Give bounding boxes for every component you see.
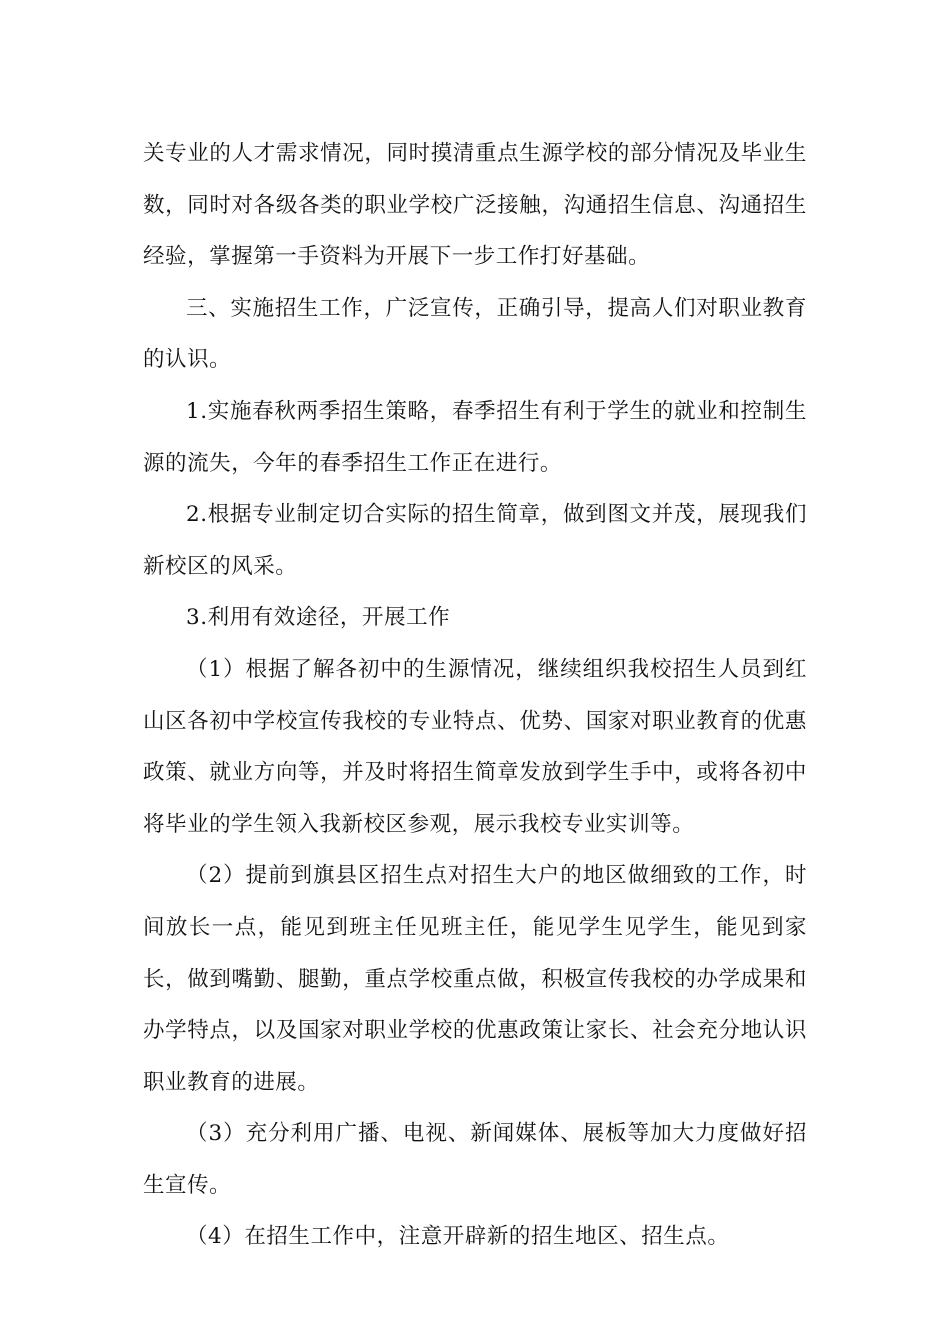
paragraph-continuation: 关专业的人才需求情况，同时摸清重点生源学校的部分情况及毕业生数，同时对各级各类的职业学校广泛接触，沟通招生信息、沟通招生经验，掌握第一手资料为开展下一步工作打好基础。 — [143, 141, 807, 270]
paragraph-subitem-2: （2）提前到旗县区招生点对招生大户的地区做细致的工作，时间放长一点，能见到班主任见班主任，能见学生见学生，能见到家长，做到嘴勤、腿勤，重点学校重点做，积极宣传我校的办学成果和办学特点，以及国家对职业学校的优惠政策让家长、社会充分地认识职业教育的进展。 — [143, 863, 807, 1095]
section-heading-three: 三、实施招生工作，广泛宣传，正确引导，提高人们对职业教育的认识。 — [143, 295, 807, 373]
paragraph-item-3: 3.利用有效途径，开展工作 — [186, 605, 451, 631]
paragraph-item-2: 2.根据专业制定切合实际的招生简章，做到图文并茂，展现我们新校区的风采。 — [143, 502, 807, 579]
paragraph-subitem-3: （3）充分利用广播、电视、新闻媒体、展板等加大力度做好招生宣传。 — [143, 1121, 807, 1198]
paragraph-subitem-1: （1）根据了解各初中的生源情况，继续组织我校招生人员到红山区各初中学校宣传我校的专业特点、优势、国家对职业教育的优惠政策、就业方向等，并及时将招生简章发放到学生手中，或将各初中将毕业的学生领入我新校区参观，展示我校专业实训等。 — [143, 656, 807, 837]
paragraph-subitem-4: （4）在招生工作中，注意开辟新的招生地区、招生点。 — [186, 1224, 730, 1250]
paragraph-item-1: 1.实施春秋两季招生策略，春季招生有利于学生的就业和控制生源的流失，今年的春季招生工作正在进行。 — [143, 398, 807, 476]
document-page — [143, 128, 807, 1263]
